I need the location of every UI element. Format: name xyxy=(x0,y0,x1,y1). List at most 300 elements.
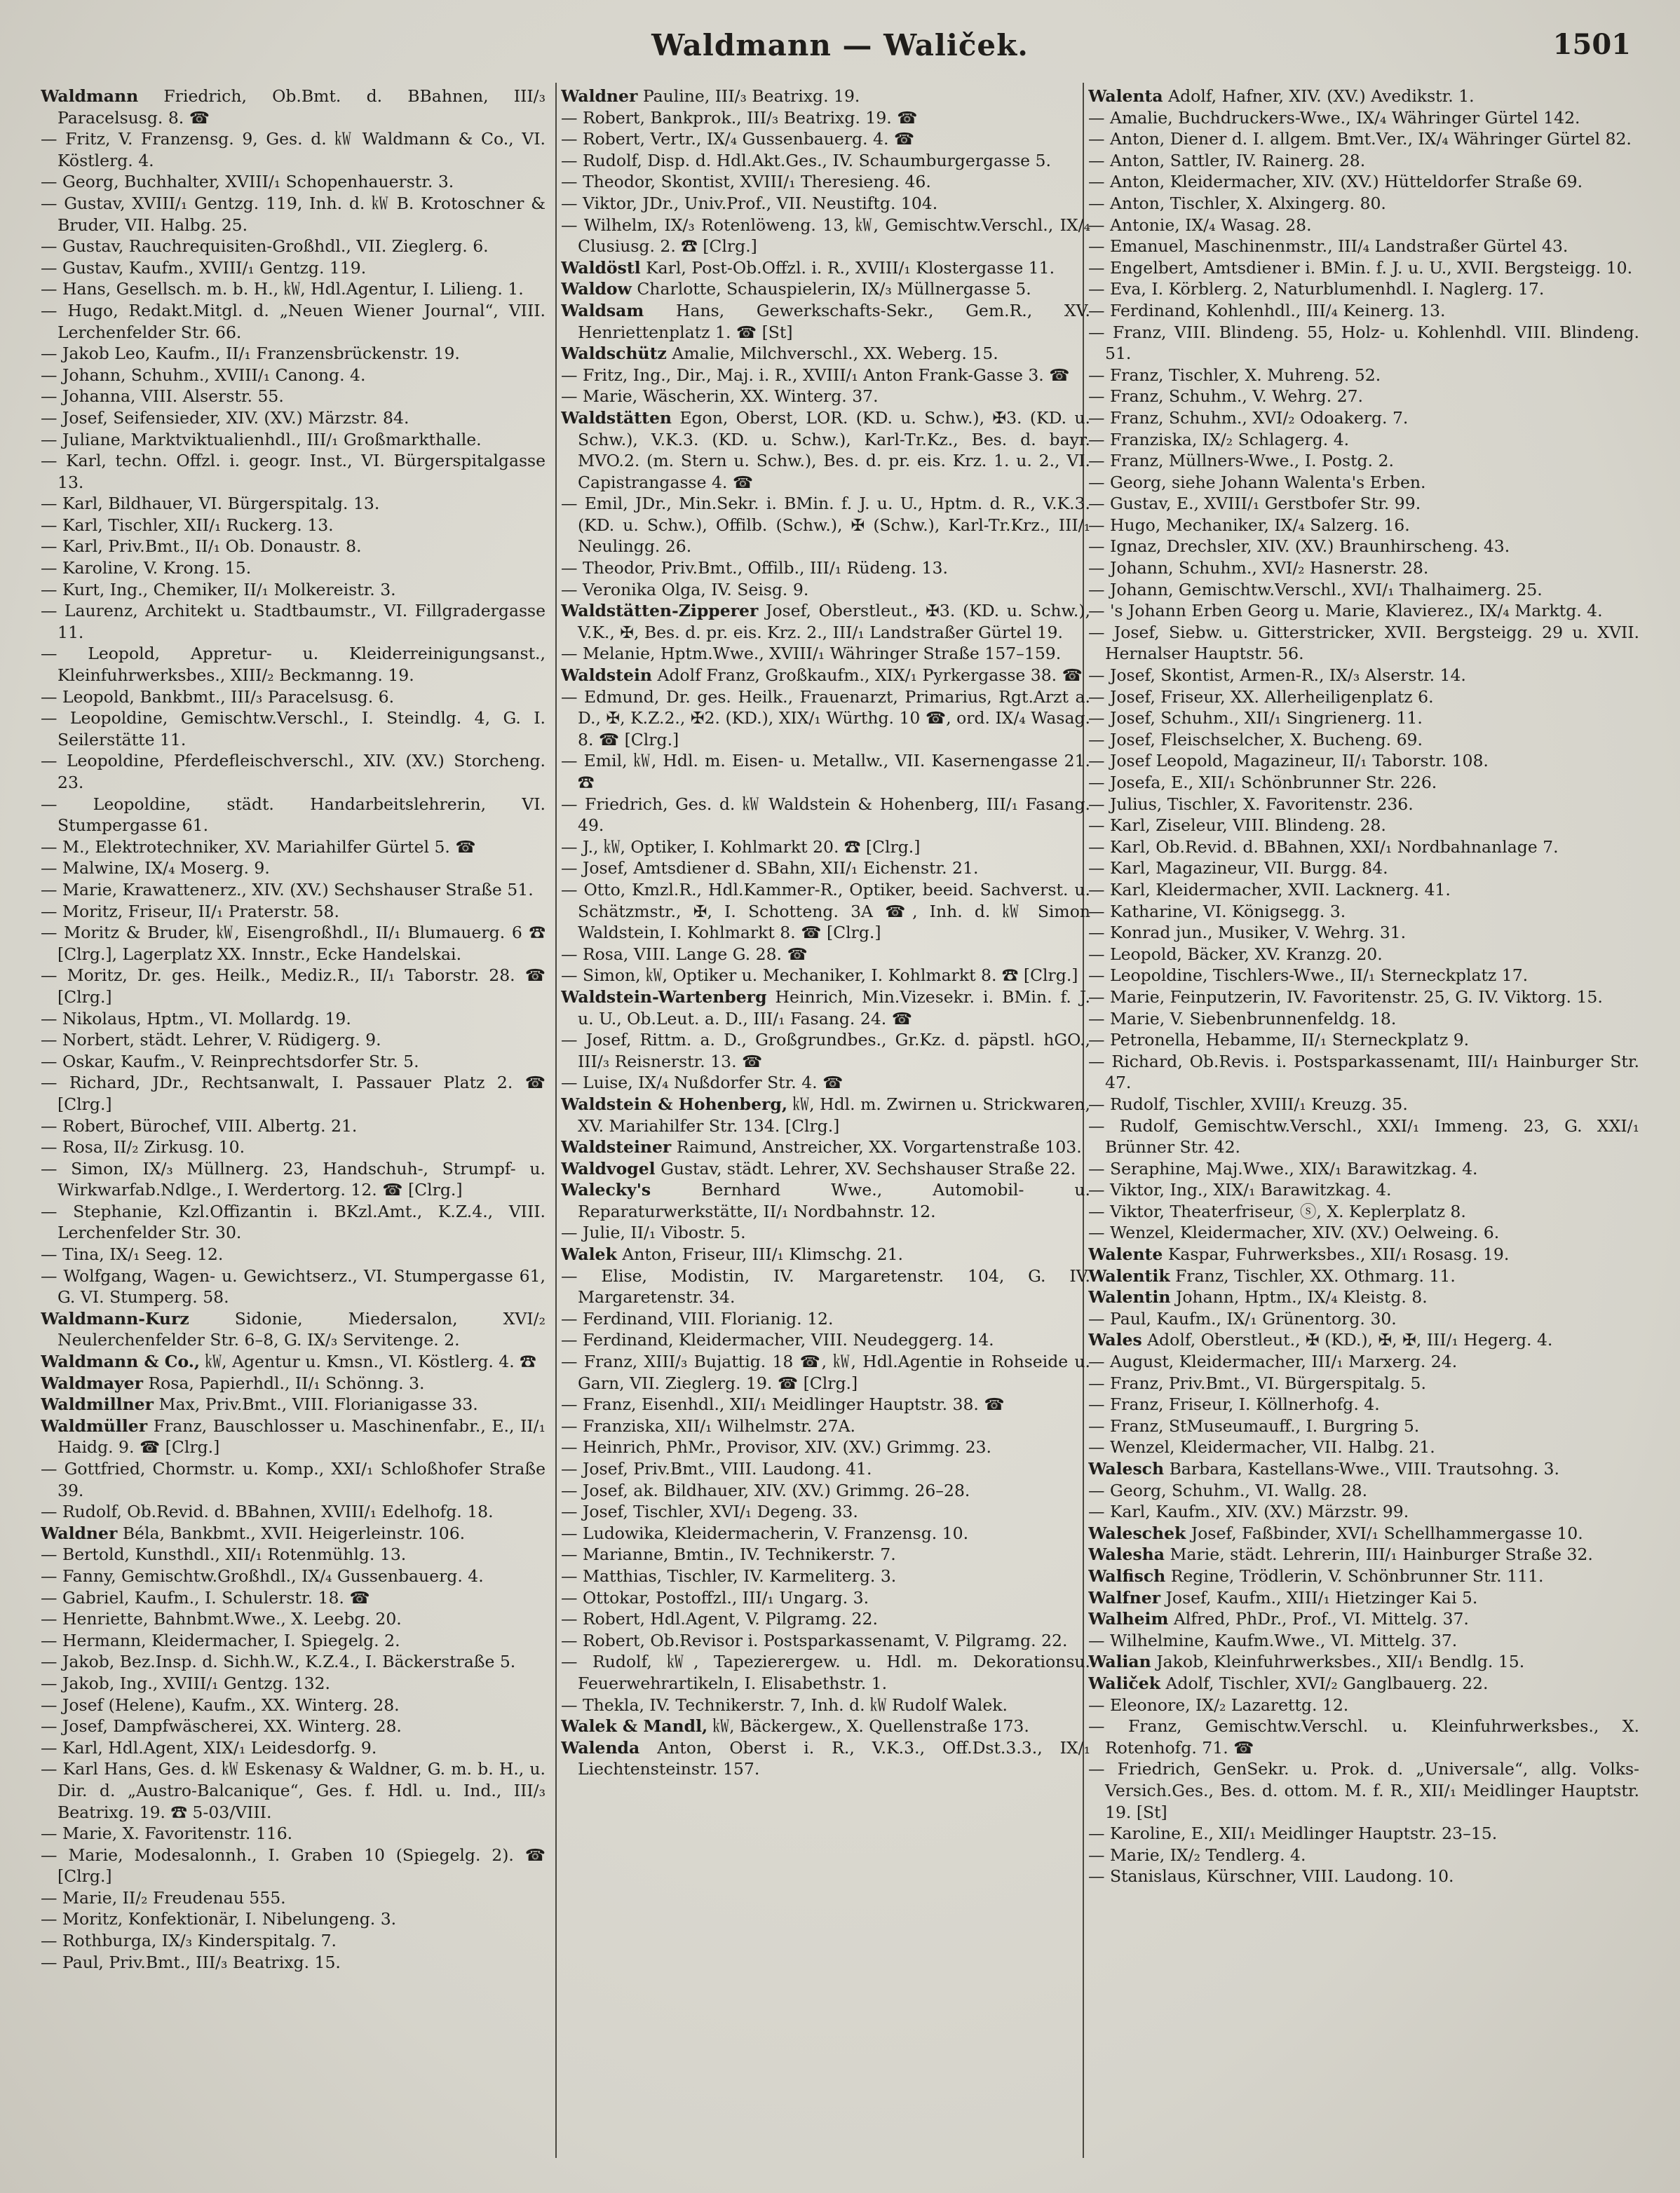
directory-entry xyxy=(1088,1051,1639,1094)
directory-entry xyxy=(1088,707,1639,729)
directory-entry xyxy=(1088,1437,1639,1458)
entry-surname: Waldner xyxy=(561,86,638,106)
entry-text: Friedrich, Ob.Bmt. d. BBahnen, III/₃ Paracelsusg. 8. ☎ xyxy=(57,86,546,128)
entry-text: — Rudolf, Tischler, XVIII/₁ Kreuzg. 35. xyxy=(1088,1094,1408,1114)
entry-text: — Nikolaus, Hptm., VI. Mollardg. 19. xyxy=(41,1008,351,1028)
entry-surname: Walente xyxy=(1088,1244,1163,1265)
directory-entry xyxy=(1088,1394,1639,1415)
directory-entry xyxy=(1088,1351,1639,1373)
directory-entry xyxy=(1088,815,1639,836)
directory-entry xyxy=(41,193,546,236)
directory-entry xyxy=(1088,879,1639,901)
directory-entry xyxy=(1088,600,1639,622)
entry-text: — Marie, Wäscherin, XX. Winterg. 37. xyxy=(561,386,879,407)
directory-entry xyxy=(41,1351,546,1373)
entry-text: Adolf, Tischler, XVI/₂ Ganglbauerg. 22. xyxy=(1165,1673,1489,1693)
directory-entry xyxy=(41,1544,546,1566)
entry-text: — Norbert, städt. Lehrer, V. Rüdigerg. 9. xyxy=(41,1030,381,1050)
directory-entry xyxy=(1088,986,1639,1008)
directory-entry xyxy=(41,1887,546,1909)
entry-text: — Julius, Tischler, X. Favoritenstr. 236. xyxy=(1088,794,1414,814)
entry-text: — Engelbert, Amtsdiener i. BMin. f. J. u. U., XVII. Bergsteigg. 10. xyxy=(1088,257,1633,278)
entry-text: Anton, Oberst i. R., V.K.3., Off.Dst.3.3., IX/₁ Liechtensteinstr. 157. xyxy=(578,1737,1090,1779)
directory-entry xyxy=(41,600,546,643)
entry-text: — Marianne, Bmtin., IV. Technikerstr. 7. xyxy=(561,1544,896,1565)
directory-entry xyxy=(1088,150,1639,172)
entry-text: — Gustav, Rauchrequisiten-Großhdl., VII. Zieglerg. 6. xyxy=(41,236,489,257)
entry-text: Heinrich, Min.Vizesekr. i. BMin. f. J. u. U., Ob.Leut. a. D., III/₁ Fasang. 24. ☎ xyxy=(578,986,1090,1028)
directory-entry xyxy=(41,1716,546,1737)
directory-entry xyxy=(41,278,546,300)
directory-entry xyxy=(561,1437,1090,1458)
directory-entry xyxy=(41,1501,546,1523)
directory-entry xyxy=(41,1523,546,1544)
entry-text: — Petronella, Hebamme, II/₁ Sterneckplatz 9. xyxy=(1088,1030,1470,1050)
directory-entry xyxy=(1088,1651,1639,1673)
entry-text: — Josef, ak. Bildhauer, XIV. (XV.) Grimmg. 26–28. xyxy=(561,1480,970,1500)
entry-text: — Laurenz, Architekt u. Stadtbaumstr., VI. Fillgradergasse 11. xyxy=(41,601,546,642)
entry-text: — Paul, Priv.Bmt., III/₃ Beatrixg. 15. xyxy=(41,1952,341,1972)
entry-surname: Walfner xyxy=(1088,1587,1161,1608)
entry-text: Raimund, Anstreicher, XX. Vorgartenstraße 103. xyxy=(676,1137,1082,1157)
directory-entry xyxy=(41,257,546,279)
entry-text: — Thekla, IV. Technikerstr. 7, Inh. d. ㎾ Rudolf Walek. xyxy=(561,1695,1008,1715)
directory-entry xyxy=(1088,1158,1639,1180)
entry-text: — Robert, Vertr., IX/₄ Gussenbauerg. 4. ☎ xyxy=(561,129,915,149)
entry-text: Josef, Kaufm., XIII/₁ Hietzinger Kai 5. xyxy=(1165,1587,1478,1608)
directory-entry xyxy=(561,386,1090,407)
directory-entry xyxy=(561,407,1090,493)
entry-text: Regine, Trödlerin, V. Schönbrunner Str. 111. xyxy=(1170,1566,1544,1586)
directory-entry xyxy=(561,1651,1090,1694)
entry-text: Adolf, Oberstleut., ✠ (KD.), ✠, ✠, III/₁ Hegerg. 4. xyxy=(1147,1330,1553,1350)
entry-text: Béla, Bankbmt., XVII. Heigerleinstr. 106. xyxy=(122,1523,466,1543)
entry-text: — Matthias, Tischler, IV. Karmeliterg. 3. xyxy=(561,1566,897,1586)
directory-entry xyxy=(41,1115,546,1137)
directory-entry xyxy=(1088,1587,1639,1609)
entry-text: — Franz, Friseur, I. Köllnerhofg. 4. xyxy=(1088,1394,1380,1415)
entry-text: — Emil, ㎾, Hdl. m. Eisen- u. Metallw., VII. Kasernengasse 21. ☎ xyxy=(561,751,1090,792)
directory-entry xyxy=(1088,1008,1639,1030)
entry-text: Pauline, III/₃ Beatrixg. 19. xyxy=(642,86,860,106)
directory-entry xyxy=(41,1608,546,1630)
entry-text: — Leopold, Appretur- u. Kleiderreinigungsanst., Kleinfuhrwerksbes., XIII/₂ Beckmanng. 19. xyxy=(41,644,546,686)
entry-text: — Rudolf, Gemischtw.Verschl., XXI/₁ Immeng. 23, G. XXI/₁ Brünner Str. 42. xyxy=(1088,1115,1639,1157)
entry-text: — Katharine, VI. Königsegg. 3. xyxy=(1088,901,1346,921)
directory-entry xyxy=(1088,493,1639,515)
directory-entry xyxy=(41,1051,546,1073)
entry-text: — Friedrich, Ges. d. ㎾ Waldstein & Hohenberg, III/₁ Fasang. 49. xyxy=(561,794,1090,836)
entry-text: — Edmund, Dr. ges. Heilk., Frauenarzt, Primarius, Rgt.Arzt a. D., ✠, K.Z.2., ✠2. (KD.), XIX/₁ Würthg. 10 ☎, ord. IX/₄ Wasag. 8. ☎ [Clrg.] xyxy=(561,686,1090,749)
directory-entry xyxy=(1088,515,1639,536)
entry-text: — Karoline, E., XII/₁ Meidlinger Hauptstr. 23–15. xyxy=(1088,1824,1498,1844)
directory-entry xyxy=(1088,322,1639,365)
entry-text: Sidonie, Miedersalon, XVI/₂ Neulerchenfelder Str. 6–8, G. IX/₃ Servitenge. 2. xyxy=(57,1308,546,1350)
directory-entry xyxy=(1088,128,1639,150)
entry-text: — Rosa, II/₂ Zirkusg. 10. xyxy=(41,1137,245,1157)
directory-entry xyxy=(41,1072,546,1115)
entry-text: — Franz, StMuseumauff., I. Burgring 5. xyxy=(1088,1415,1420,1436)
entry-surname: Walian xyxy=(1088,1652,1151,1672)
directory-entry xyxy=(1088,1308,1639,1330)
directory-entry xyxy=(561,1029,1090,1072)
entry-text: Bernhard Wwe., Automobil- u. Reparaturwerkstätte, II/₁ Nordbahnstr. 12. xyxy=(578,1180,1090,1221)
directory-entry xyxy=(41,643,546,686)
directory-entry xyxy=(1088,386,1639,407)
entry-text: — Juliane, Marktviktualienhdl., III/₁ Großmarkthalle. xyxy=(41,429,482,449)
directory-entry xyxy=(1088,922,1639,944)
directory-entry xyxy=(561,600,1090,643)
entry-text: Charlotte, Schauspielerin, IX/₃ Müllnergasse 5. xyxy=(637,279,1031,299)
directory-entry xyxy=(561,665,1090,686)
column-divider xyxy=(555,83,557,2158)
entry-surname: Walesch xyxy=(1088,1459,1165,1479)
directory-entry xyxy=(41,536,546,557)
entry-text: — Emil, JDr., Min.Sekr. i. BMin. f. J. u. U., Hptm. d. R., V.K.3. (KD. u. Schw.), Offilb. (Schw.), ✠ (Schw.), Karl-Tr.Krz., III/₁ Neulingg. 26. xyxy=(561,494,1090,557)
directory-entry xyxy=(1088,1094,1639,1115)
entry-text: — Marie, IX/₂ Tendlerg. 4. xyxy=(1088,1845,1306,1865)
directory-entry xyxy=(561,1737,1090,1780)
directory-entry xyxy=(41,1737,546,1759)
entry-text: — Henriette, Bahnbmt.Wwe., X. Leebg. 20. xyxy=(41,1609,402,1629)
directory-entry xyxy=(561,857,1090,879)
entry-text: — Jakob, Bez.Insp. d. Sichh.W., K.Z.4., I. Bäckerstraße 5. xyxy=(41,1652,516,1672)
entry-text: — Theodor, Priv.Bmt., Offilb., III/₁ Rüdeng. 13. xyxy=(561,558,948,578)
entry-text: — Karl, Kaufm., XIV. (XV.) Märzstr. 99. xyxy=(1088,1502,1409,1522)
entry-surname: Waleschek xyxy=(1088,1523,1186,1543)
directory-entry xyxy=(41,128,546,171)
entry-text: Karl, Post-Ob.Offzl. i. R., XVIII/₁ Klostergasse 11. xyxy=(646,257,1055,278)
entry-text: Marie, städt. Lehrerin, III/₁ Hainburger Straße 32. xyxy=(1170,1544,1593,1565)
directory-entry xyxy=(1088,1244,1639,1265)
entry-text: — Marie, Modesalonnh., I. Graben 10 (Spiegelg. 2). ☎ [Clrg.] xyxy=(41,1845,546,1887)
entry-text: — Theodor, Skontist, XVIII/₁ Theresieng. 46. xyxy=(561,172,931,192)
entry-text: Alfred, PhDr., Prof., VI. Mittelg. 37. xyxy=(1173,1609,1469,1629)
directory-entry xyxy=(1088,1201,1639,1223)
running-title: Waldmann — Waliček. xyxy=(651,28,1029,62)
entry-text: — Georg, Buchhalter, XVIII/₁ Schopenhauerstr. 3. xyxy=(41,172,454,192)
entry-text: Amalie, Milchverschl., XX. Weberg. 15. xyxy=(672,344,998,364)
directory-entry xyxy=(561,1158,1090,1180)
entry-text: — Wolfgang, Wagen- u. Gewichtserz., VI. Stumpergasse 61, G. VI. Stumperg. 58. xyxy=(41,1265,546,1308)
entry-surname: Waldstätten xyxy=(561,407,672,428)
entry-text: — Hugo, Redakt.Mitgl. d. „Neuen Wiener Journal“, VIII. Lerchenfelder Str. 66. xyxy=(41,300,546,342)
directory-entry xyxy=(41,365,546,386)
entry-text: — Franz, Priv.Bmt., VI. Bürgerspitalg. 5. xyxy=(1088,1373,1426,1393)
directory-entry xyxy=(1088,836,1639,858)
entry-text: — Jakob Leo, Kaufm., II/₁ Franzensbrückenstr. 19. xyxy=(41,344,460,364)
entry-text: — 's Johann Erben Georg u. Marie, Klavierez., IX/₄ Marktg. 4. xyxy=(1088,601,1603,621)
directory-entry xyxy=(41,901,546,923)
entry-text: — Karoline, V. Krong. 15. xyxy=(41,558,252,578)
entry-text: — Josef, Seifensieder, XIV. (XV.) Märzstr. 84. xyxy=(41,407,409,428)
entry-text: — Franz, Eisenhdl., XII/₁ Meidlinger Hauptstr. 38. ☎ xyxy=(561,1394,1005,1415)
directory-entry xyxy=(561,1630,1090,1652)
entry-surname: Waldsteiner xyxy=(561,1137,672,1157)
entry-surname: Waldstein & Hohenberg, xyxy=(561,1094,788,1114)
entry-text: — Oskar, Kaufm., V. Reinprechtsdorfer Str. 5. xyxy=(41,1051,419,1071)
directory-entry xyxy=(41,407,546,429)
entry-text: — Otto, Kmzl.R., Hdl.Kammer-R., Optiker, beeid. Sachverst. u. Schätzmstr., ✠, I. Schotteng. 3A ☎, Inh. d. ㎾ Simon Waldstein, I. Kohlmarkt 8. ☎ [Clrg.] xyxy=(561,879,1090,943)
directory-entry xyxy=(1088,1480,1639,1502)
directory-entry xyxy=(561,1544,1090,1566)
entry-surname: Waliček xyxy=(1088,1673,1160,1693)
directory-entry xyxy=(561,1458,1090,1480)
directory-entry xyxy=(41,857,546,879)
entry-text: — Rudolf, Disp. d. Hdl.Akt.Ges., IV. Schaumburgergasse 5. xyxy=(561,150,1051,170)
directory-entry xyxy=(561,836,1090,858)
entry-text: — Franz, Gemischtw.Verschl. u. Kleinfuhrwerksbes., X. Rotenhofg. 71. ☎ xyxy=(1088,1716,1639,1758)
directory-entry xyxy=(561,686,1090,751)
entry-text: — Friedrich, GenSekr. u. Prok. d. „Universale“, allg. Volks-Versich.Ges., Bes. d. ottom. M. f. R., XII/₁ Meidlinger Hauptstr. 19. [St] xyxy=(1088,1759,1639,1822)
directory-entry xyxy=(561,1308,1090,1330)
directory-entry xyxy=(1088,472,1639,494)
entry-text: — Karl, techn. Offzl. i. geogr. Inst., VI. Bürgerspitalgasse 13. xyxy=(41,451,546,492)
directory-entry xyxy=(561,879,1090,944)
entry-text: — Marie, Feinputzerin, IV. Favoritenstr. 25, G. IV. Viktorg. 15. xyxy=(1088,986,1603,1007)
entry-text: — Wenzel, Kleidermacher, VII. Halbg. 21. xyxy=(1088,1437,1435,1458)
entry-text: — Richard, JDr., Rechtsanwalt, I. Passauer Platz 2. ☎ [Clrg.] xyxy=(41,1073,546,1114)
entry-text: — Franz, Schuhm., V. Wehrg. 27. xyxy=(1088,386,1364,407)
entry-text: — Marie, X. Favoritenstr. 116. xyxy=(41,1824,293,1844)
entry-text: ㎾, Hdl. m. Zwirnen u. Strickwaren, XV. Mariahilfer Str. 134. [Clrg.] xyxy=(578,1094,1090,1136)
directory-entry xyxy=(561,1566,1090,1587)
directory-entry xyxy=(41,836,546,858)
directory-entry xyxy=(1088,794,1639,815)
entry-text: — Viktor, JDr., Univ.Prof., VII. Neustiftg. 104. xyxy=(561,193,938,213)
entry-text: ㎾, Bäckergew., X. Quellenstraße 173. xyxy=(712,1716,1029,1737)
entry-text: — Josef, Amtsdiener d. SBahn, XII/₁ Eichenstr. 21. xyxy=(561,858,979,878)
entry-text: — Robert, Bankprok., III/₃ Beatrixg. 19. ☎ xyxy=(561,107,918,128)
directory-entry xyxy=(1088,1544,1639,1566)
entry-surname: Waldstein-Wartenberg xyxy=(561,986,767,1007)
entry-text: — Josef, Schuhm., XII/₁ Singrienerg. 11. xyxy=(1088,708,1423,728)
entry-text: — Josef, Friseur, XX. Allerheiligenplatz 6. xyxy=(1088,686,1434,707)
directory-entry xyxy=(1088,665,1639,686)
entry-surname: Waldschütz xyxy=(561,344,667,364)
entry-text: — Fritz, V. Franzensg. 9, Ges. d. ㎾ Waldmann & Co., VI. Köstlerg. 4. xyxy=(41,129,546,170)
directory-entry xyxy=(1088,1115,1639,1158)
entry-text: — Josef Leopold, Magazineur, II/₁ Taborstr. 108. xyxy=(1088,751,1489,771)
entry-text: Kaspar, Fuhrwerksbes., XII/₁ Rosasg. 19. xyxy=(1167,1244,1510,1265)
directory-entry xyxy=(41,386,546,407)
directory-entry xyxy=(1088,557,1639,579)
entry-surname: Walek & Mandl, xyxy=(561,1716,708,1737)
entry-surname: Walfisch xyxy=(1088,1566,1166,1586)
entry-text: Franz, Bauschlosser u. Maschinenfabr., E., II/₁ Haidg. 9. ☎ [Clrg.] xyxy=(57,1415,546,1458)
directory-entry xyxy=(561,1501,1090,1523)
entry-text: — Franziska, XII/₁ Wilhelmstr. 27A. xyxy=(561,1415,855,1436)
entry-surname: Waldstätten-Zipperer xyxy=(561,601,759,621)
directory-entry xyxy=(561,343,1090,365)
directory-entry xyxy=(561,1329,1090,1351)
directory-entry xyxy=(1088,772,1639,794)
entry-text: — Karl, Ob.Revid. d. BBahnen, XXI/₁ Nordbahnanlage 7. xyxy=(1088,836,1559,857)
directory-entry xyxy=(41,1651,546,1673)
entry-text: — Marie, II/₂ Freudenau 555. xyxy=(41,1887,286,1908)
directory-entry xyxy=(561,278,1090,300)
directory-entry xyxy=(1088,1501,1639,1523)
entry-text: — Leopoldine, städt. Handarbeitslehrerin, VI. Stumpergasse 61. xyxy=(41,794,546,836)
entry-surname: Walentik xyxy=(1088,1265,1170,1286)
directory-entry xyxy=(41,794,546,836)
entry-text: — Johanna, VIII. Alserstr. 55. xyxy=(41,386,284,407)
entry-text: — Julie, II/₁ Vibostr. 5. xyxy=(561,1223,746,1243)
directory-entry xyxy=(561,493,1090,557)
entry-text: — Hugo, Mechaniker, IX/₄ Salzerg. 16. xyxy=(1088,515,1410,535)
directory-entry xyxy=(41,1566,546,1587)
directory-entry xyxy=(1088,1866,1639,1887)
directory-entry xyxy=(41,1587,546,1609)
entry-text: — Leopold, Bankbmt., III/₃ Paracelsusg. 6. xyxy=(41,686,395,707)
directory-entry xyxy=(561,128,1090,150)
directory-entry xyxy=(1088,86,1639,107)
entry-text: — Josef, Fleischselcher, X. Bucheng. 69. xyxy=(1088,729,1423,749)
directory-entry xyxy=(561,215,1090,257)
directory-entry xyxy=(561,579,1090,601)
entry-text: — Karl, Priv.Bmt., II/₁ Ob. Donaustr. 8. xyxy=(41,536,362,557)
entry-surname: Walecky's xyxy=(561,1180,651,1200)
entry-text: Hans, Gewerkschafts-Sekr., Gem.R., XV. Henriettenplatz 1. ☎ [St] xyxy=(578,300,1090,342)
entry-text: — Malwine, IX/₄ Moserg. 9. xyxy=(41,858,270,878)
entry-text: Josef, Oberstleut., ✠3. (KD. u. Schw.), V.K., ✠, Bes. d. pr. eis. Krz. 2., III/₁ Landstraßer Gürtel 19. xyxy=(578,601,1090,642)
directory-entry xyxy=(561,107,1090,129)
directory-entry xyxy=(41,750,546,793)
entry-text: — Karl, Kleidermacher, XVII. Lacknerg. 41. xyxy=(1088,879,1451,899)
directory-entry xyxy=(1088,1823,1639,1845)
entry-text: Josef, Faßbinder, XVI/₁ Schellhammergasse 10. xyxy=(1191,1523,1583,1543)
entry-text: Barbara, Kastellans-Wwe., VIII. Trautsohng. 3. xyxy=(1169,1459,1559,1479)
directory-entry xyxy=(1088,1845,1639,1866)
entry-surname: Wales xyxy=(1088,1330,1142,1350)
entry-text: — Gabriel, Kaufm., I. Schulerstr. 18. ☎ xyxy=(41,1587,370,1608)
entry-text: — Hermann, Kleidermacher, I. Spiegelg. 2. xyxy=(41,1630,400,1650)
directory-entry xyxy=(41,450,546,493)
entry-text: — Franz, VIII. Blindeng. 55, Holz- u. Kohlenhdl. VIII. Blindeng. 51. xyxy=(1088,322,1639,364)
entry-text: — Franz, Schuhm., XVI/₂ Odoakerg. 7. xyxy=(1088,407,1409,428)
entry-surname: Waldmüller xyxy=(41,1415,148,1436)
entry-surname: Walenda xyxy=(561,1737,640,1758)
page-header xyxy=(0,28,1680,70)
directory-entry xyxy=(1088,1029,1639,1051)
directory-entry xyxy=(41,1630,546,1652)
directory-entry xyxy=(1088,1265,1639,1287)
entry-text: — Paul, Kaufm., IX/₁ Grünentorg. 30. xyxy=(1088,1308,1397,1329)
entry-text: Jakob, Kleinfuhrwerksbes., XII/₁ Bendlg. 15. xyxy=(1156,1652,1525,1672)
directory-entry xyxy=(1088,1523,1639,1544)
directory-entry xyxy=(1088,901,1639,923)
entry-surname: Walek xyxy=(561,1244,617,1265)
entry-text: — Karl, Hdl.Agent, XIX/₁ Leidesdorfg. 9. xyxy=(41,1737,377,1758)
directory-entry xyxy=(561,643,1090,665)
entry-text: — Stephanie, Kzl.Offizantin i. BKzl.Amt., K.Z.4., VIII. Lerchenfelder Str. 30. xyxy=(41,1201,546,1243)
directory-entry xyxy=(41,1373,546,1394)
directory-entry xyxy=(41,557,546,579)
directory-entry xyxy=(41,1952,546,1974)
entry-text: — Gottfried, Chormstr. u. Komp., XXI/₁ Schloßhofer Straße 39. xyxy=(41,1459,546,1500)
entry-surname: Waldmillner xyxy=(41,1394,154,1415)
entry-text: — Josef, Dampfwäscherei, XX. Winterg. 28. xyxy=(41,1716,402,1737)
directory-entry xyxy=(1088,365,1639,386)
entry-text: — Marie, V. Siebenbrunnenfeldg. 18. xyxy=(1088,1008,1397,1028)
directory-entry xyxy=(561,1179,1090,1222)
entry-text: — Ferdinand, VIII. Florianig. 12. xyxy=(561,1308,834,1329)
directory-entry xyxy=(41,1008,546,1030)
directory-entry xyxy=(41,922,546,965)
directory-entry xyxy=(561,365,1090,386)
directory-entry xyxy=(561,1265,1090,1308)
entry-text: — Gustav, E., XVIII/₁ Gerstbofer Str. 99. xyxy=(1088,494,1421,514)
directory-entry xyxy=(561,1608,1090,1630)
entry-text: Adolf, Hafner, XIV. (XV.) Avedikstr. 1. xyxy=(1168,86,1475,106)
directory-entry xyxy=(561,1351,1090,1394)
entry-text: — Gustav, Kaufm., XVIII/₁ Gentzg. 119. xyxy=(41,257,367,278)
directory-entry xyxy=(1088,1608,1639,1630)
directory-entry xyxy=(561,1587,1090,1609)
directory-entry xyxy=(561,750,1090,793)
directory-entry xyxy=(1088,857,1639,879)
directory-entry xyxy=(41,1308,546,1351)
entry-text: — Josef, Tischler, XVI/₁ Degeng. 33. xyxy=(561,1502,858,1522)
entry-text: — Simon, ㎾, Optiker u. Mechaniker, I. Kohlmarkt 8. ☎ [Clrg.] xyxy=(561,965,1078,986)
entry-text: — Ludowika, Kleidermacherin, V. Franzensg. 10. xyxy=(561,1523,969,1543)
directory-entry xyxy=(1088,579,1639,601)
entry-text: — Moritz, Dr. ges. Heilk., Mediz.R., II/₁ Taborstr. 28. ☎ [Clrg.] xyxy=(41,965,546,1007)
entry-surname: Walentin xyxy=(1088,1287,1171,1308)
entry-text: — Johann, Schuhm., XVI/₂ Hasnerstr. 28. xyxy=(1088,558,1429,578)
entry-text: — Viktor, Ing., XIX/₁ Barawitzkag. 4. xyxy=(1088,1180,1392,1200)
entry-text: — Franz, Tischler, X. Muhreng. 52. xyxy=(1088,365,1381,385)
entry-surname: Waldvogel xyxy=(561,1158,656,1179)
entry-text: — Richard, Ob.Revis. i. Postsparkassenamt, III/₁ Hainburger Str. 47. xyxy=(1088,1051,1639,1093)
directory-entry xyxy=(1088,300,1639,322)
entry-text: — Rothburga, IX/₃ Kinderspitalg. 7. xyxy=(41,1931,337,1951)
entry-text: — Georg, Schuhm., VI. Wallg. 28. xyxy=(1088,1480,1368,1500)
entry-text: — Robert, Hdl.Agent, V. Pilgramg. 22. xyxy=(561,1609,878,1629)
entry-text: — Franziska, IX/₂ Schlagerg. 4. xyxy=(1088,429,1350,449)
directory-entry xyxy=(561,1072,1090,1094)
directory-entry xyxy=(561,300,1090,343)
entry-surname: Walheim xyxy=(1088,1609,1169,1629)
entry-text: — Wenzel, Kleidermacher, XIV. (XV.) Oelweing. 6. xyxy=(1088,1223,1500,1243)
directory-entry xyxy=(1088,407,1639,429)
entry-text: — Rudolf, ㎾, Tapezierergew. u. Hdl. m. Dekorationsu. Feuerwehrartikeln, I. Elisabethstr. 1. xyxy=(561,1652,1090,1693)
entry-text: — Rosa, VIII. Lange G. 28. ☎ xyxy=(561,944,808,964)
entry-text: Adolf Franz, Großkaufm., XIX/₁ Pyrkergasse 38. ☎ xyxy=(657,665,1083,686)
entry-text: — Eva, I. Körblerg. 2, Naturblumenhdl. I. Naglerg. 17. xyxy=(1088,279,1545,299)
directory-entry xyxy=(41,1244,546,1265)
directory-entry xyxy=(1088,1415,1639,1437)
directory-entry xyxy=(41,1458,546,1501)
directory-entry xyxy=(41,515,546,536)
directory-entry xyxy=(41,1673,546,1695)
directory-entry xyxy=(1088,1179,1639,1201)
entry-text: — Viktor, Theaterfriseur, ⓢ, X. Keplerplatz 8. xyxy=(1088,1201,1466,1221)
entry-text: — Karl, Ziseleur, VIII. Blindeng. 28. xyxy=(1088,815,1386,836)
entry-text: — Luise, IX/₄ Nußdorfer Str. 4. ☎ xyxy=(561,1073,844,1093)
entry-text: — Ottokar, Postoffzl., III/₁ Ungarg. 3. xyxy=(561,1587,869,1608)
entry-surname: Waldner xyxy=(41,1523,118,1543)
directory-entry xyxy=(1088,107,1639,129)
directory-entry xyxy=(561,1716,1090,1737)
directory-entry xyxy=(1088,193,1639,215)
directory-entry xyxy=(41,171,546,193)
directory-entry xyxy=(41,707,546,750)
entry-text: — Robert, Ob.Revisor i. Postsparkassenamt, V. Pilgramg. 22. xyxy=(561,1630,1068,1650)
directory-entry xyxy=(41,1695,546,1716)
entry-text: Egon, Oberst, LOR. (KD. u. Schw.), ✠3. (KD. u. Schw.), V.K.3. (KD. u. Schw.), Karl-Tr.Kz., Bes. d. bayr. MVO.2. (m. Stern u. Schw.), Bes. d. pr. eis. Krz. 1. u. 2., VI. Capistrangasse 4. ☎ xyxy=(578,407,1090,492)
directory-entry xyxy=(1088,686,1639,708)
